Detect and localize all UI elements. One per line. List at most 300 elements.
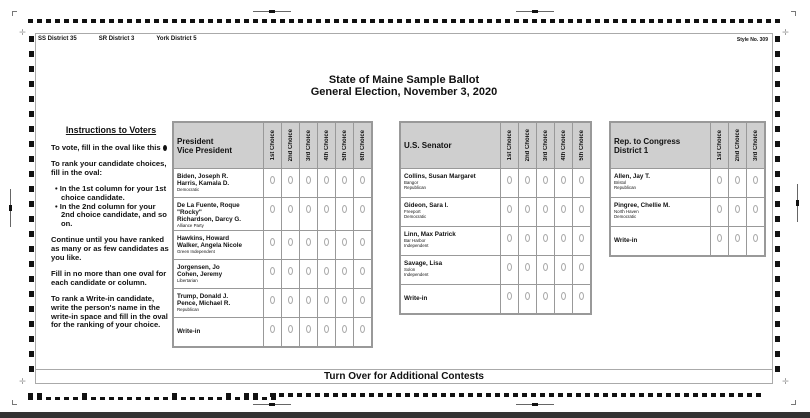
rank-oval-cell[interactable] (573, 198, 591, 227)
choice-label: 4th Choice (323, 130, 330, 161)
timing-mark (29, 51, 34, 57)
timing-mark (604, 19, 609, 23)
timing-mark (703, 19, 708, 23)
write-in-row (611, 227, 765, 256)
rank-oval-cell[interactable] (300, 231, 318, 260)
crosshair-icon: ✛ (19, 28, 26, 37)
rank-oval[interactable] (579, 263, 584, 271)
rank-oval-cell[interactable] (711, 169, 729, 198)
timing-mark (693, 393, 698, 397)
bullet-text: In the 2nd column for your 2nd choice candidate, and so on. (59, 201, 167, 228)
bottom-dash-marks (270, 393, 761, 397)
rank-oval[interactable] (543, 176, 548, 184)
rank-oval[interactable] (306, 267, 311, 275)
rank-oval-cell[interactable] (501, 285, 519, 314)
timing-mark (244, 19, 249, 23)
rank-oval-cell[interactable] (519, 285, 537, 314)
timing-mark (244, 393, 249, 400)
district-bar (36, 36, 197, 42)
rank-oval-cell[interactable] (282, 169, 300, 198)
timing-mark (406, 19, 411, 23)
timing-mark (64, 19, 69, 23)
rank-oval-cell[interactable] (300, 169, 318, 198)
timing-mark (640, 19, 645, 23)
candidate-name: Pingree, Chellie M. (614, 202, 670, 209)
rank-oval[interactable] (561, 263, 566, 271)
rank-oval-cell[interactable] (336, 198, 354, 231)
rank-oval[interactable] (507, 234, 512, 242)
rank-oval[interactable] (525, 176, 530, 184)
timing-mark (253, 393, 258, 400)
ballot-title (36, 74, 772, 98)
choice-column-header (300, 123, 318, 169)
timing-mark (342, 393, 347, 397)
rank-oval-cell[interactable] (501, 227, 519, 256)
rank-oval-cell[interactable] (354, 318, 372, 347)
candidate-party: Democratic (614, 214, 637, 219)
rank-oval-cell[interactable] (318, 289, 336, 318)
write-in-field[interactable]: Write-in (174, 318, 264, 347)
candidate-name: Jorgensen, Jo (177, 264, 220, 271)
timing-mark (315, 393, 320, 397)
timing-mark (154, 397, 159, 400)
rank-oval[interactable] (360, 176, 365, 184)
timing-mark (145, 19, 150, 23)
rank-oval-cell[interactable] (264, 289, 282, 318)
rank-oval[interactable] (507, 205, 512, 213)
rank-oval-cell[interactable] (573, 227, 591, 256)
rank-oval[interactable] (324, 267, 329, 275)
district-label: SR District 3 (98, 36, 135, 42)
contest-table (400, 122, 591, 314)
rank-oval[interactable] (543, 263, 548, 271)
timing-mark (29, 291, 34, 297)
timing-mark (648, 393, 653, 397)
rank-oval-cell[interactable] (747, 227, 765, 256)
timing-mark (775, 51, 780, 57)
timing-mark (423, 393, 428, 397)
candidate-name: Gideon, Sara I. (404, 202, 449, 209)
rank-oval[interactable] (270, 176, 275, 184)
timing-mark (478, 19, 483, 23)
rank-oval[interactable] (306, 176, 311, 184)
timing-mark (29, 231, 34, 237)
timing-mark (29, 171, 34, 177)
district-label: SS District 35 (38, 36, 77, 42)
rank-oval[interactable] (288, 267, 293, 275)
district-label: York District 5 (156, 36, 197, 42)
candidate-name: Collins, Susan Margaret (404, 173, 476, 180)
rank-oval[interactable] (288, 325, 293, 333)
timing-mark (721, 19, 726, 23)
rank-oval[interactable] (561, 292, 566, 300)
rank-oval[interactable] (270, 205, 275, 213)
rank-oval-cell[interactable] (282, 198, 300, 231)
rank-oval-cell[interactable] (537, 169, 555, 198)
write-in-field[interactable]: Write-in (401, 285, 501, 314)
rank-oval-cell[interactable] (264, 198, 282, 231)
rank-oval-cell[interactable] (318, 318, 336, 347)
rank-oval-cell[interactable] (501, 198, 519, 227)
rank-oval-cell[interactable] (264, 231, 282, 260)
timing-mark (29, 351, 34, 357)
rank-oval-cell[interactable] (537, 285, 555, 314)
rank-oval-cell[interactable] (555, 227, 573, 256)
rank-oval[interactable] (342, 176, 347, 184)
rank-oval[interactable] (360, 205, 365, 213)
timing-mark (694, 19, 699, 23)
timing-mark (29, 276, 34, 282)
candidate-detail: Democratic (177, 187, 200, 192)
rank-oval-cell[interactable] (555, 198, 573, 227)
top-timing-marks (28, 19, 780, 23)
timing-mark (82, 393, 87, 400)
rank-oval-cell[interactable] (729, 198, 747, 227)
rank-oval[interactable] (360, 238, 365, 246)
timing-mark (29, 156, 34, 162)
timing-mark (172, 393, 177, 400)
running-mate-name: Pence, Michael R. (177, 300, 231, 307)
timing-mark (28, 393, 33, 400)
rank-oval-cell[interactable] (519, 256, 537, 285)
running-mate-name: Walker, Angela Nicole (177, 242, 242, 249)
rank-oval-cell[interactable] (264, 260, 282, 289)
timing-mark (504, 393, 509, 397)
turn-over-banner: Turn Over for Additional Contests (36, 369, 772, 384)
timing-mark (343, 19, 348, 23)
timing-mark (29, 141, 34, 147)
rank-oval[interactable] (717, 176, 722, 184)
candidate-cell (611, 198, 711, 227)
timing-mark (396, 393, 401, 397)
timing-mark (136, 397, 141, 400)
rank-oval[interactable] (342, 325, 347, 333)
candidate-row (611, 169, 765, 198)
choice-column-header (264, 123, 282, 169)
rank-oval[interactable] (507, 263, 512, 271)
rank-oval-cell[interactable] (300, 289, 318, 318)
rank-oval-cell[interactable] (300, 198, 318, 231)
timing-mark (46, 397, 51, 400)
office-title-line1: U.S. Senator (404, 141, 452, 150)
rank-oval[interactable] (753, 176, 758, 184)
rank-oval[interactable] (288, 296, 293, 304)
rank-oval[interactable] (288, 176, 293, 184)
timing-mark (468, 393, 473, 397)
timing-mark (262, 19, 267, 23)
ballot-title-line1: State of Maine Sample Ballot (328, 74, 480, 86)
rank-oval[interactable] (324, 325, 329, 333)
rank-oval[interactable] (753, 205, 758, 213)
timing-mark (127, 19, 132, 23)
timing-mark (442, 19, 447, 23)
rank-oval[interactable] (525, 205, 530, 213)
timing-mark (775, 306, 780, 312)
rank-oval-cell[interactable] (519, 227, 537, 256)
timing-mark (29, 186, 34, 192)
rank-oval-cell[interactable] (318, 169, 336, 198)
running-mate-name: Cohen, Jeremy (177, 271, 223, 278)
rank-oval-cell[interactable] (354, 198, 372, 231)
timing-mark (64, 397, 69, 400)
rank-oval[interactable] (342, 238, 347, 246)
instructions-text: To rank your candidate choices, fill in the oval: (51, 159, 167, 177)
timing-mark (775, 66, 780, 72)
rank-oval-cell[interactable] (747, 169, 765, 198)
write-in-field[interactable]: Write-in (611, 227, 711, 256)
rank-oval-cell[interactable] (336, 289, 354, 318)
rank-oval[interactable] (306, 325, 311, 333)
rank-oval-cell[interactable] (282, 231, 300, 260)
rank-oval-cell[interactable] (354, 169, 372, 198)
choice-label: 6th Choice (359, 130, 366, 161)
timing-mark (613, 19, 618, 23)
rank-oval-cell[interactable] (264, 318, 282, 347)
rank-oval[interactable] (360, 267, 365, 275)
rank-oval-cell[interactable] (318, 231, 336, 260)
rank-oval-cell[interactable] (318, 260, 336, 289)
rank-oval-cell[interactable] (282, 289, 300, 318)
choice-label: 2nd Choice (524, 129, 531, 162)
candidate-row (174, 169, 372, 198)
rank-oval[interactable] (507, 292, 512, 300)
candidate-detail: Alliance Party (177, 223, 204, 228)
candidate-name: Linn, Max Patrick (404, 231, 456, 238)
rank-oval-cell[interactable] (318, 198, 336, 231)
timing-mark (531, 393, 536, 397)
rank-oval-cell[interactable] (537, 227, 555, 256)
candidate-cell (401, 169, 501, 198)
rank-oval[interactable] (735, 176, 740, 184)
timing-mark (29, 306, 34, 312)
rank-oval[interactable] (360, 325, 365, 333)
left-timing-marks (29, 36, 34, 372)
timing-mark (334, 19, 339, 23)
timing-mark (775, 216, 780, 222)
rank-oval[interactable] (342, 296, 347, 304)
rank-oval-cell[interactable] (747, 198, 765, 227)
rank-oval-cell[interactable] (729, 169, 747, 198)
rank-oval-cell[interactable] (711, 198, 729, 227)
rank-oval[interactable] (507, 176, 512, 184)
rank-oval-cell[interactable] (729, 227, 747, 256)
rank-oval-cell[interactable] (573, 256, 591, 285)
timing-mark (29, 126, 34, 132)
choice-label: 1st Choice (269, 130, 276, 161)
rank-oval-cell[interactable] (711, 227, 729, 256)
timing-mark (397, 19, 402, 23)
right-registration-mark (797, 184, 798, 222)
rank-oval[interactable] (561, 205, 566, 213)
timing-mark (208, 19, 213, 23)
rank-oval[interactable] (543, 205, 548, 213)
office-title (174, 123, 264, 169)
timing-mark (29, 96, 34, 102)
rank-oval[interactable] (579, 292, 584, 300)
candidate-party: Republican (404, 185, 426, 190)
rank-oval-cell[interactable] (501, 256, 519, 285)
timing-mark (747, 393, 752, 397)
rank-oval[interactable] (360, 296, 365, 304)
rank-oval[interactable] (753, 234, 758, 242)
rank-oval[interactable] (717, 205, 722, 213)
rank-oval[interactable] (270, 267, 275, 275)
timing-mark (495, 393, 500, 397)
choice-label: 1st Choice (716, 130, 723, 161)
rank-oval-cell[interactable] (354, 260, 372, 289)
timing-mark (775, 366, 780, 372)
candidate-cell (174, 289, 264, 318)
rank-oval-cell[interactable] (573, 285, 591, 314)
rank-oval-cell[interactable] (300, 318, 318, 347)
timing-mark (190, 19, 195, 23)
timing-mark (414, 393, 419, 397)
timing-mark (163, 19, 168, 23)
contest-header-row (174, 123, 372, 169)
timing-mark (477, 393, 482, 397)
crop-corner (791, 11, 796, 16)
rank-oval[interactable] (561, 176, 566, 184)
rank-oval-cell[interactable] (573, 169, 591, 198)
candidate-cell (174, 169, 264, 198)
timing-mark (351, 393, 356, 397)
rank-oval[interactable] (579, 176, 584, 184)
choice-column-header (537, 123, 555, 169)
timing-mark (378, 393, 383, 397)
timing-mark (775, 156, 780, 162)
rank-oval-cell[interactable] (336, 318, 354, 347)
ballot-title-line2: General Election, November 3, 2020 (310, 86, 498, 98)
timing-mark (684, 393, 689, 397)
timing-mark (73, 19, 78, 23)
rank-oval-cell[interactable] (537, 198, 555, 227)
rank-oval-cell[interactable] (354, 289, 372, 318)
rank-oval[interactable] (324, 176, 329, 184)
timing-mark (558, 393, 563, 397)
rank-oval-cell[interactable] (336, 231, 354, 260)
timing-mark (352, 19, 357, 23)
timing-mark (667, 19, 672, 23)
rank-oval-cell[interactable] (555, 285, 573, 314)
timing-mark (370, 19, 375, 23)
candidate-party: Democratic (404, 214, 427, 219)
timing-mark (567, 393, 572, 397)
rank-oval-cell[interactable] (555, 256, 573, 285)
rank-oval[interactable] (543, 292, 548, 300)
crosshair-icon: ✛ (19, 377, 26, 386)
rank-oval-cell[interactable] (555, 169, 573, 198)
rank-oval-cell[interactable] (354, 231, 372, 260)
rank-oval[interactable] (543, 234, 548, 242)
timing-mark (307, 19, 312, 23)
timing-mark (729, 393, 734, 397)
timing-mark (496, 19, 501, 23)
rank-oval[interactable] (717, 234, 722, 242)
rank-oval-cell[interactable] (264, 169, 282, 198)
timing-mark (676, 19, 681, 23)
choice-column-header (336, 123, 354, 169)
rank-oval[interactable] (306, 238, 311, 246)
timing-mark (450, 393, 455, 397)
rank-oval-cell[interactable] (519, 198, 537, 227)
timing-mark (235, 397, 240, 400)
rank-oval[interactable] (306, 205, 311, 213)
filled-oval-icon (163, 145, 167, 151)
timing-mark (55, 19, 60, 23)
rank-oval[interactable] (342, 205, 347, 213)
timing-mark (91, 19, 96, 23)
instructions-bullet: • In the 1st column for your 1st choice candidate. (55, 184, 167, 202)
rank-oval[interactable] (288, 238, 293, 246)
rank-oval[interactable] (579, 234, 584, 242)
choice-label: 5th Choice (578, 130, 585, 161)
rank-oval[interactable] (561, 234, 566, 242)
rank-oval[interactable] (579, 205, 584, 213)
candidate-row (401, 227, 591, 256)
timing-mark (190, 397, 195, 400)
timing-mark (595, 19, 600, 23)
contest-header-row (611, 123, 765, 169)
rank-oval-cell[interactable] (336, 260, 354, 289)
timing-mark (775, 201, 780, 207)
timing-mark (91, 397, 96, 400)
rank-oval[interactable] (525, 292, 530, 300)
timing-mark (775, 111, 780, 117)
rank-oval-cell[interactable] (336, 169, 354, 198)
rank-oval-cell[interactable] (282, 318, 300, 347)
crop-corner (791, 400, 796, 405)
timing-mark (199, 397, 204, 400)
rank-oval[interactable] (270, 238, 275, 246)
rank-oval[interactable] (270, 325, 275, 333)
timing-mark (154, 19, 159, 23)
rank-oval[interactable] (324, 205, 329, 213)
rank-oval[interactable] (288, 205, 293, 213)
timing-mark (775, 96, 780, 102)
rank-oval-cell[interactable] (519, 169, 537, 198)
rank-oval[interactable] (525, 263, 530, 271)
rank-oval[interactable] (525, 234, 530, 242)
rank-oval[interactable] (306, 296, 311, 304)
rank-oval[interactable] (342, 267, 347, 275)
candidate-cell (401, 227, 501, 256)
timing-mark (522, 393, 527, 397)
rank-oval[interactable] (735, 205, 740, 213)
rank-oval-cell[interactable] (501, 169, 519, 198)
choice-column-header (318, 123, 336, 169)
window-bottom-bar (0, 412, 810, 418)
candidate-name: Biden, Joseph R. (177, 173, 229, 180)
timing-mark (289, 19, 294, 23)
choice-column-header (354, 123, 372, 169)
rank-oval[interactable] (324, 238, 329, 246)
timing-mark (29, 36, 34, 42)
office-title (401, 123, 501, 169)
rank-oval[interactable] (324, 296, 329, 304)
rank-oval[interactable] (270, 296, 275, 304)
rank-oval-cell[interactable] (300, 260, 318, 289)
choice-column-header (282, 123, 300, 169)
timing-mark (766, 19, 771, 23)
rank-oval-cell[interactable] (282, 260, 300, 289)
timing-mark (513, 393, 518, 397)
timing-mark (550, 19, 555, 23)
timing-mark (217, 19, 222, 23)
timing-mark (297, 393, 302, 397)
rank-oval-cell[interactable] (537, 256, 555, 285)
rank-oval[interactable] (735, 234, 740, 242)
timing-mark (775, 336, 780, 342)
